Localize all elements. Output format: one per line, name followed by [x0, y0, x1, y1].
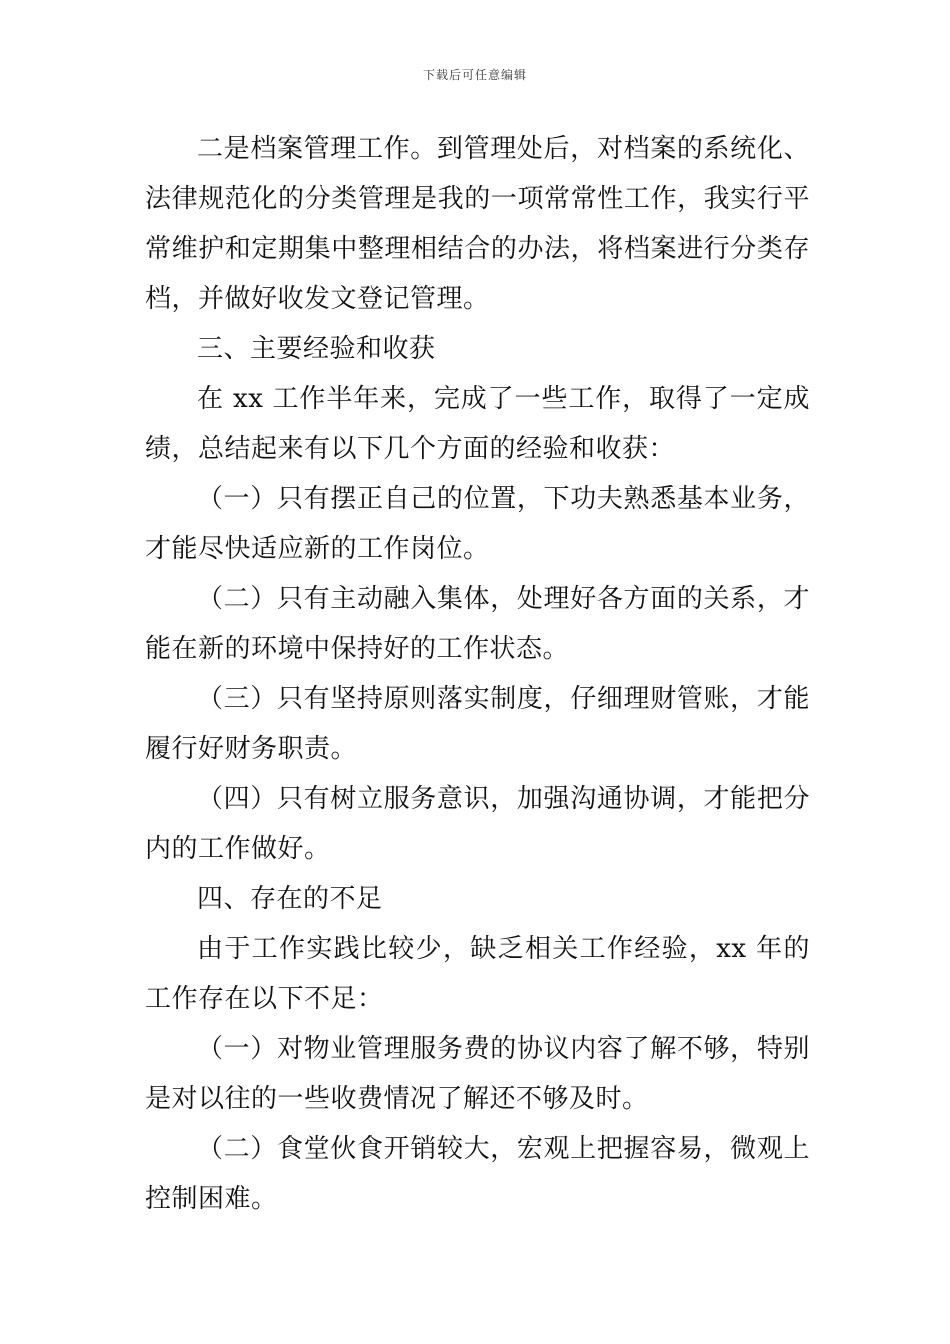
- experience-item-1: （一）只有摆正自己的位置，下功夫熟悉基本业务，才能尽快适应新的工作岗位。: [145, 484, 810, 564]
- section-four-heading: 四、存在的不足: [197, 884, 383, 914]
- experience-item-4: （四）只有树立服务意识，加强沟通协调，才能把分内的工作做好。: [145, 784, 810, 864]
- section-three-heading: 三、主要经验和收获: [197, 334, 436, 364]
- page-header-note: 下载后可任意编辑: [422, 68, 527, 82]
- shortcoming-item-1: （一）对物业管理服务费的协议内容了解不够，特别是对以往的一些收费情况了解还不够及时。: [145, 1034, 810, 1114]
- experience-intro-paragraph: 在 xx 工作半年来，完成了一些工作，取得了一定成绩，总结起来有以下几个方面的经验和收获：: [145, 384, 810, 464]
- experience-item-2: （二）只有主动融入集体，处理好各方面的关系，才能在新的环境中保持好的工作状态。: [145, 584, 810, 664]
- shortcomings-intro-paragraph: 由于工作实践比较少，缺乏相关工作经验，xx 年的工作存在以下不足：: [145, 934, 810, 1014]
- archive-management-paragraph: 二是档案管理工作。到管理处后，对档案的系统化、法律规范化的分类管理是我的一项常常性工作，我实行平常维护和定期集中整理相结合的办法，将档案进行分类存档，并做好收发文登记管理。: [145, 134, 810, 314]
- document-body: [145, 124, 810, 1224]
- shortcoming-item-2: （二）食堂伙食开销较大，宏观上把握容易，微观上控制困难。: [145, 1134, 810, 1214]
- experience-item-3: （三）只有坚持原则落实制度，仔细理财管账，才能履行好财务职责。: [145, 684, 810, 764]
